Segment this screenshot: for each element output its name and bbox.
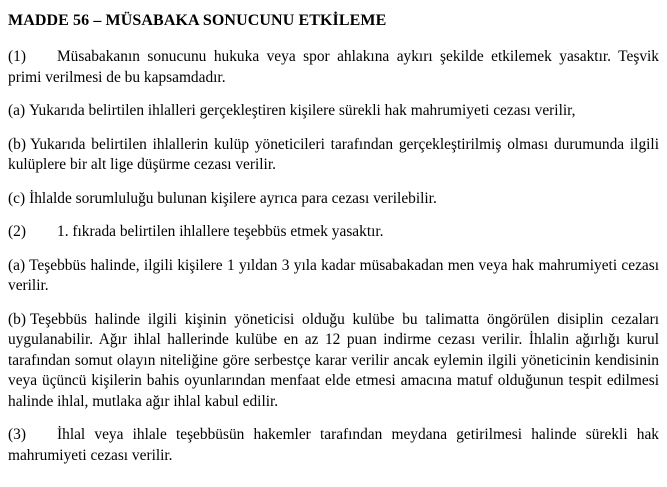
clause-text: İhlal veya ihlale teşebbüsün hakemler tarafından meydana getirilmesi halinde sürekli hak mahrumiyeti cezası verilir. (8, 426, 659, 464)
clause-text: Teşebbüs halinde ilgili kişinin yöneticisi olduğu kulübe bu talimatta öngörülen disiplin cezaları uygulanabilir. Ağır ihlal hallerinde kulübe en az 12 puan indirme cezası verilir. İhlalin ağırlığı kurul tarafından somut olayın niteliğine göre serbestçe karar verilir ancak eylemin ilgili yöneticinin kendisinin veya üçüncü kişilerin bahis oyunlarından menfaat elde etmesi amacına matuf olduğunun tespit edilmesi halinde ihlal, mutlaka ağır ihlal kabul edilir. (8, 310, 659, 410)
paragraph-1b (8, 135, 659, 176)
clause-text: İhlalde sorumluluğu bulunan kişilere ayrıca para cezası verilebilir. (29, 189, 437, 207)
clause-text: Teşebbüs halinde, ilgili kişilere 1 yıldan 3 yıla kadar müsabakadan men veya hak mahrumiyeti cezası verilir. (8, 256, 659, 294)
clause-marker: (2) (8, 223, 26, 240)
paragraph-2 (8, 222, 659, 243)
clause-text: Müsabakanın sonucunu hukuka veya spor ahlakına aykırı şekilde etkilemek yasaktır. Teşvik primi verilmesi de bu kapsamdadır. (8, 48, 659, 86)
paragraph-2b (8, 310, 659, 413)
paragraph-3 (8, 425, 659, 466)
clause-marker: (1) (8, 48, 26, 65)
paragraph-1c (8, 189, 659, 210)
clause-marker: (b) (8, 135, 26, 153)
clause-marker: (3) (8, 426, 26, 443)
clause-text: 1. fıkrada belirtilen ihlallere teşebbüs etmek yasaktır. (57, 223, 384, 240)
clause-text: Yukarıda belirtilen ihlallerin kulüp yöneticileri tarafından gerçekleştirilmiş olması durumunda ilgili kulüplere bir alt lige düşürme cezası verilir. (8, 135, 659, 173)
clause-marker: (b) (8, 310, 26, 328)
paragraph-1a (8, 101, 659, 122)
clause-marker: (a) (8, 102, 26, 119)
clause-text: Yukarıda belirtilen ihlalleri gerçekleştiren kişilere sürekli hak mahrumiyeti cezası verilir, (29, 102, 576, 119)
article-title: MADDE 56 – MÜSABAKA SONUCUNU ETKİLEME (8, 12, 387, 29)
clause-marker: (a) (8, 256, 26, 274)
paragraph-1 (8, 47, 659, 88)
clause-marker: (c) (8, 189, 26, 207)
paragraph-2a (8, 256, 659, 297)
